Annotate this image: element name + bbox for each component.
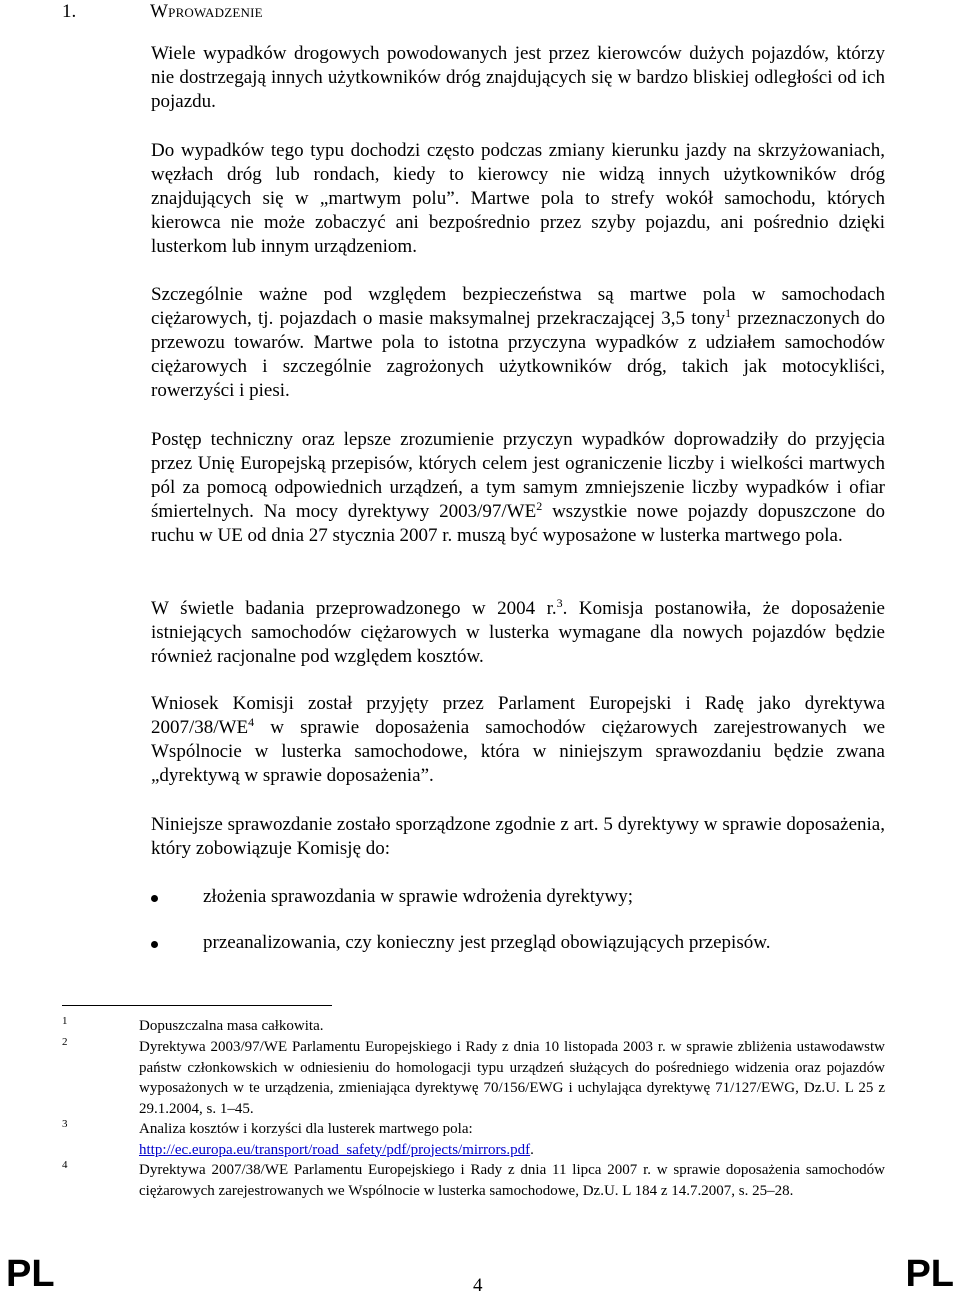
- footnote-number: 3: [62, 1118, 68, 1130]
- footnote-number: 1: [62, 1015, 68, 1027]
- footnote-3: [62, 1119, 885, 1160]
- footnote-number: 4: [62, 1159, 68, 1171]
- paragraph-4-text-b: wszystkie nowe pojazdy dopuszczone do ruchu w UE od dnia 27 stycznia 2007 r. muszą być wyposażone w lusterka martwego pola.: [151, 501, 886, 546]
- footnote-text: Dyrektywa 2003/97/WE Parlamentu Europejskiego i Rady z dnia 10 listopada 2003 r. w sprawie zbliżenia ustawodawstw państw członkowskich w odniesieniu do homologacji typu urządzeń służących do pośredniego widzenia oraz pojazdów wyposażonych w te urządzenia, zmieniająca dyrektywę 70/156/EWG i uchylająca dyrektywę 71/127/EWG, Dz.U. L 25 z 29.1.2004, s. 1–45.: [139, 1039, 885, 1117]
- paragraph-3-text-a: Szczególnie ważne pod względem bezpieczeństwa są martwe pola w samochodach ciężarowych, tj. pojazdach o masie maksymalnej przekraczającej 3,5 tony: [151, 284, 885, 329]
- section-number: 1.: [62, 1, 77, 22]
- footnote-1: [62, 1016, 885, 1037]
- paragraph-4-text-a: Postęp techniczny oraz lepsze zrozumienie przyczyn wypadków doprowadziły do przyjęcia przez Unię Europejską przepisów, których celem jest ograniczenie liczby i wielkości martwych pól za pomocą odpowiednich urządzeń, a tym samym zmniejszenie liczby wypadków i ofiar śmiertelnych. Na mocy dyrektywy 2003/97/WE: [151, 429, 885, 522]
- list-item-text: złożenia sprawozdania w sprawie wdrożenia dyrektywy;: [203, 886, 633, 907]
- paragraph-6-text-a: Wniosek Komisji został przyjęty przez Parlament Europejski i Radę jako dyrektywa 2007/38/WE: [151, 693, 885, 738]
- footnote-ref-3[interactable]: 3: [556, 596, 563, 610]
- section-heading: [62, 0, 263, 24]
- footnote-text: Analiza kosztów i korzyści dla lusterek martwego pola:: [139, 1121, 473, 1137]
- paragraph-7: Niniejsze sprawozdanie zostało sporządzone zgodnie z art. 5 dyrektywy w sprawie doposażenia, który zobowiązuje Komisję do:: [151, 814, 885, 859]
- footer-language-left: PL: [6, 1253, 55, 1295]
- paragraph-5-text-b: . Komisja postanowiła, że doposażenie istniejących samochodów ciężarowych w lusterka wymagane dla nowych pojazdów będzie również racjonalne pod względem kosztów.: [151, 598, 885, 667]
- paragraph-6-text-b: w sprawie doposażenia samochodów ciężarowych zarejestrowanych we Wspólnocie w lusterka samochodowe, która w niniejszym sprawozdaniu będzie zwana „dyrektywą w sprawie doposażenia”.: [151, 717, 885, 786]
- footnote-2: [62, 1037, 885, 1119]
- paragraph-5-text-a: W świetle badania przeprowadzonego w 2004 r.: [151, 598, 557, 619]
- paragraph-5: [151, 597, 885, 669]
- footnote-4: [62, 1160, 885, 1201]
- paragraph-2: Do wypadków tego typu dochodzi często podczas zmiany kierunku jazdy na skrzyżowaniach, węzłach dróg lub rondach, kiedy to kierowcy nie widzą innych użytkowników dróg znajdujących się w „martwym polu”. Martwe pola to strefy wokół samochodu, których kierowca nie może zobaczyć ani bezpośrednio przez szyby pojazdu, ani pośrednio dzięki lusterkom lub innym urządzeniom.: [151, 140, 885, 257]
- footnote-number: 2: [62, 1036, 68, 1048]
- paragraph-3-text-b: przeznaczonych do przewozu towarów. Martwe pola to istotna przyczyna wypadków z udziałem samochodów ciężarowych i szczególnie zagrożonych użytkowników dróg, takich jak motocykliści, rowerzyści i piesi.: [151, 308, 885, 401]
- footer-language-right: PL: [905, 1253, 954, 1295]
- footnote-link-suffix: .: [530, 1141, 534, 1158]
- footnote-ref-2[interactable]: 2: [536, 499, 543, 513]
- footnote-ref-4[interactable]: 4: [248, 715, 255, 729]
- list-item-text: przeanalizowania, czy konieczny jest przegląd obowiązujących przepisów.: [203, 932, 771, 953]
- bullet-icon: [151, 941, 158, 948]
- bullet-icon: [151, 895, 158, 902]
- paragraph-6: [151, 692, 885, 788]
- paragraph-4: [151, 428, 885, 548]
- section-title: Wprowadzenie: [150, 1, 263, 22]
- footnote-ref-1[interactable]: 1: [725, 306, 732, 320]
- footnote-link[interactable]: http://ec.europa.eu/transport/road_safety/pdf/projects/mirrors.pdf: [139, 1141, 531, 1158]
- paragraph-1: Wiele wypadków drogowych powodowanych jest przez kierowców dużych pojazdów, którzy nie dostrzegają innych użytkowników dróg znajdujących się w bardzo bliskiej odległości od ich pojazdu.: [151, 43, 885, 112]
- paragraph-3: [151, 283, 885, 403]
- page-number: 4: [473, 1275, 483, 1296]
- footnote-text: Dopuszczalna masa całkowita.: [139, 1018, 324, 1034]
- footnote-separator: [62, 1005, 332, 1006]
- footnote-text: Dyrektywa 2007/38/WE Parlamentu Europejskiego i Rady z dnia 11 lipca 2007 r. w sprawie doposażenia samochodów ciężarowych zarejestrowanych we Wspólnocie w lusterka samochodowe, Dz.U. L 184 z 14.7.2007, s. 25–28.: [139, 1162, 885, 1199]
